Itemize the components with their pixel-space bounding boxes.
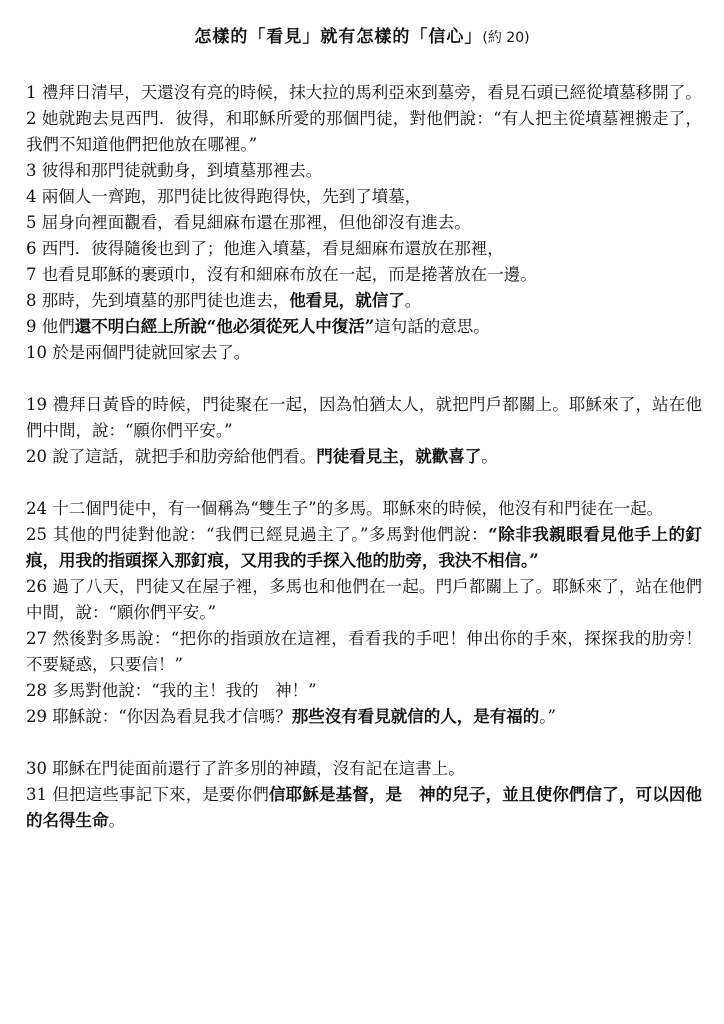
verse-text: 過了八天，門徒又在屋子裡，多馬也和他們在一起。門戶都關上了。耶穌來了，站在他們中間，說：“願你們平安。” [26,577,702,622]
group-separator [26,470,702,496]
verse [26,340,702,366]
verse-number: 10 [26,343,47,362]
verse-number: 29 [26,707,47,726]
verse-text: 也看見耶穌的裹頭巾，沒有和細麻布放在一起，而是捲著放在一邊。 [41,265,537,284]
verse-text: 禮拜日黃昏的時候，門徒聚在一起，因為怕猶太人，就把門戶都關上。耶穌來了，站在他們中間，說：“願你們平安。” [26,395,702,440]
verse [26,496,702,522]
verse-text-bold: “除非我親眼看見他手上的釘痕，用我的指頭探入那釘痕，又用我的手探入他的肋旁，我決不相信。” [26,525,703,570]
verse-text: 。 [481,447,498,466]
verse-text: 。 [404,291,422,310]
verse-number: 30 [26,759,47,778]
verse-number: 8 [26,291,37,310]
verse [26,756,702,782]
verse [26,574,702,626]
verse-text: 。 [108,811,125,830]
verse-list [26,80,702,834]
verse-number: 20 [26,447,47,466]
verse [26,704,702,730]
verse-text: 於是兩個門徒就回家去了。 [52,343,251,362]
verse-number: 24 [26,499,47,518]
verse-text: 他們 [41,317,75,336]
verse-number: 27 [26,629,47,648]
group-separator [26,366,702,392]
verse-text: 但把這些事記下來，是要你們 [52,785,269,804]
verse-number: 4 [26,187,37,206]
verse [26,444,702,470]
verse-text-bold: 門徒看見主，就歡喜了 [316,447,482,466]
verse-text: 。” [539,707,556,726]
verse-text: 她就跑去見西門．彼得，和耶穌所愛的那個門徒，對他們說：“有人把主從墳墓裡搬走了，我們不知道他們把他放在哪裡。” [26,109,702,154]
verse [26,184,702,210]
verse [26,678,702,704]
verse-text: 耶穌說：“你因為看見我才信嗎？ [52,707,292,726]
verse-number: 3 [26,161,37,180]
verse-text: 多馬對他說：“我的主！我的 神！” [52,681,317,700]
verse [26,210,702,236]
verse [26,106,702,158]
verse-number: 1 [26,83,37,102]
verse-number: 19 [26,395,47,414]
verse [26,236,702,262]
verse-text-bold: 還不明白經上所說“他必須從死人中復活” [74,317,375,336]
verse-number: 7 [26,265,37,284]
verse [26,522,702,574]
group-separator [26,730,702,756]
verse-text-bold: 那些沒有看見就信的人，是有福的 [291,707,540,726]
verse-text: 這句話的意思。 [374,317,490,336]
verse-text: 耶穌在門徒面前還行了許多別的神蹟，沒有記在這書上。 [52,759,465,778]
verse-number: 31 [26,785,47,804]
verse-text: 屈身向裡面觀看，看見細麻布還在那裡，但他卻沒有進去。 [41,213,471,232]
verse-text: 十二個門徒中，有一個稱為“雙生子”的多馬。耶穌來的時候，他沒有和門徒在一起。 [52,499,664,518]
verse [26,314,702,340]
verse [26,392,702,444]
verse [26,158,702,184]
verse-number: 5 [26,213,37,232]
title-main: 怎樣的「看見」就有怎樣的「信心」 [194,27,483,47]
verse [26,80,702,106]
verse-number: 6 [26,239,37,258]
verse-number: 28 [26,681,47,700]
verse-text: 兩個人一齊跑，那門徒比彼得跑得快，先到了墳墓， [41,187,422,206]
verse [26,626,702,678]
verse-text: 那時，先到墳墓的那門徒也進去， [41,291,290,310]
verse [26,262,702,288]
verse-text: 西門．彼得隨後也到了；他進入墳墓，看見細麻布還放在那裡， [41,239,504,258]
page-title [0,22,724,47]
verse-text: 其他的門徒對他說：“我們已經見過主了。”多馬對他們說： [52,525,489,544]
title-reference: (約 20) [482,30,530,46]
verse-text: 禮拜日清早，天還沒有亮的時候，抹大拉的馬利亞來到墓旁，看見石頭已經從墳墓移開了。 [41,83,702,102]
verse-number: 25 [26,525,47,544]
verse [26,782,702,834]
verse [26,288,702,314]
verse-number: 2 [26,109,37,128]
verse-text-bold: 信耶穌是基督，是 神的兒子，並且使你們信了，可以因他的名得生命 [26,785,703,830]
verse-text: 然後對多馬說：“把你的指頭放在這裡，看看我的手吧！伸出你的手來，探探我的肋旁！不要疑惑，只要信！” [26,629,703,674]
verse-number: 26 [26,577,47,596]
verse-text-bold: 他看見，就信了 [289,291,405,310]
verse-text: 彼得和那門徒就動身，到墳墓那裡去。 [41,161,323,180]
verse-text: 說了這話，就把手和肋旁給他們看。 [52,447,317,466]
verse-number: 9 [26,317,37,336]
